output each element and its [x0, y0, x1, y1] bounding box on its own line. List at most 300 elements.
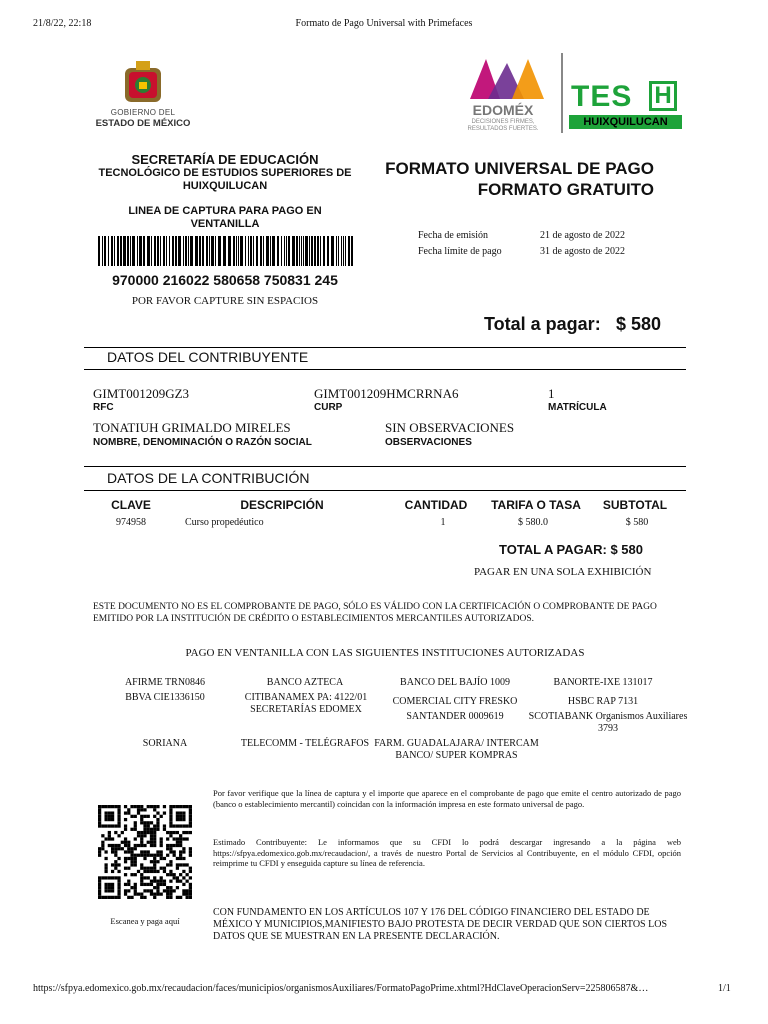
qr-module [166, 863, 169, 866]
qr-module [124, 844, 127, 847]
qr-module [156, 821, 159, 824]
qr-module [130, 815, 133, 818]
qr-module [147, 850, 150, 853]
qr-finder-module [169, 805, 172, 808]
qr-module [160, 893, 163, 896]
qr-finder-module [98, 811, 101, 814]
barcode-bar [320, 236, 321, 266]
qr-module [163, 811, 166, 814]
qr-module [156, 805, 159, 808]
barcode-bar [123, 236, 126, 266]
observaciones-label: OBSERVACIONES [385, 437, 472, 448]
qr-module [114, 867, 117, 870]
qr-finder-module [179, 805, 182, 808]
qr-module [150, 860, 153, 863]
barcode-bar [166, 236, 167, 266]
qr-module [140, 880, 143, 883]
huixquilucan-label: HUIXQUILUCAN [569, 115, 682, 129]
qr-module [147, 883, 150, 886]
qr-module [186, 831, 189, 834]
barcode-bar [351, 236, 353, 266]
barcode-bar [169, 236, 170, 266]
qr-module [153, 870, 156, 873]
qr-module [153, 824, 156, 827]
barcode-bar [266, 236, 269, 266]
qr-finder-module [182, 815, 185, 818]
qr-finder-module [111, 818, 114, 821]
barcode-bar [215, 236, 216, 266]
qr-finder-module [189, 808, 192, 811]
qr-module [104, 863, 107, 866]
qr-module [147, 876, 150, 879]
barcode-bar [209, 236, 210, 266]
qr-module [147, 867, 150, 870]
fecha-emision-value: 21 de agosto de 2022 [540, 230, 625, 241]
qr-finder-module [169, 811, 172, 814]
row-subtotal: $ 580 [625, 517, 649, 528]
qr-module [169, 860, 172, 863]
barcode-bar [117, 236, 119, 266]
barcode-bar [199, 236, 201, 266]
qr-module [189, 870, 192, 873]
qr-module [163, 883, 166, 886]
edomex-mark-icon [466, 57, 548, 101]
qr-finder-module [117, 889, 120, 892]
row-cantidad: 1 [440, 517, 446, 528]
qr-module [179, 857, 182, 860]
qr-finder-module [182, 824, 185, 827]
qr-module [140, 821, 143, 824]
qr-module [140, 808, 143, 811]
qr-module [140, 883, 143, 886]
barcode-bar [288, 236, 290, 266]
barcode-bar [303, 236, 304, 266]
qr-module [127, 896, 130, 899]
bank-telecomm: TELECOMM - TELÉGRAFOS [240, 738, 370, 749]
barcode-bar [323, 236, 325, 266]
qr-module [160, 841, 163, 844]
barcode-bar [202, 236, 204, 266]
barcode-bar [218, 236, 221, 266]
qr-module [186, 873, 189, 876]
qr-module [173, 850, 176, 853]
gobierno-line2: ESTADO DE MÉXICO [95, 118, 191, 129]
qr-module [163, 880, 166, 883]
barcode-bar [104, 236, 106, 266]
gobierno-logo [88, 58, 198, 133]
qr-module [176, 867, 179, 870]
qr-finder-module [189, 818, 192, 821]
qr-module [111, 847, 114, 850]
qr-module [101, 841, 104, 844]
qr-module [163, 824, 166, 827]
barcode-bar [147, 236, 150, 266]
qr-finder-module [117, 815, 120, 818]
qr-module [189, 876, 192, 879]
reference-number: 970000 216022 580658 750831 245 [112, 272, 338, 288]
qr-finder-module [111, 876, 114, 879]
qr-module [179, 873, 182, 876]
qr-module [150, 828, 153, 831]
total-a-pagar: TOTAL A PAGAR: $ 580 [499, 542, 643, 557]
qr-finder-module [117, 811, 120, 814]
qr-module [186, 837, 189, 840]
qr-module [111, 844, 114, 847]
qr-module [179, 854, 182, 857]
qr-finder-module [104, 805, 107, 808]
barcode-bar [248, 236, 249, 266]
qr-finder-module [117, 886, 120, 889]
qr-module [140, 896, 143, 899]
qr-module [160, 857, 163, 860]
bank-bajio: BANCO DEL BAJÍO 1009 [400, 677, 510, 688]
print-footer-url: https://sfpya.edomexico.gob.mx/recaudacion/faces/municipios/organismosAuxiliares/FormatoPagoPrime.xhtml?HdClaveOperacionServ=225806587&… [33, 983, 649, 994]
qr-module [150, 889, 153, 892]
qr-module [140, 815, 143, 818]
section-contribuyente: DATOS DEL CONTRIBUYENTE [107, 349, 309, 365]
qr-finder-module [186, 805, 189, 808]
qr-module [189, 867, 192, 870]
qr-module [189, 831, 192, 834]
qr-module [134, 893, 137, 896]
barcode-bar [188, 236, 189, 266]
col-cantidad: CANTIDAD [404, 498, 468, 512]
bank-farm-guadalajara: FARM. GUADALAJARA/ INTERCAM BANCO/ SUPER KOMPRAS [374, 738, 539, 761]
qr-module [143, 834, 146, 837]
qr-finder-module [104, 876, 107, 879]
qr-module [173, 837, 176, 840]
qr-module [186, 880, 189, 883]
rule-contribuyente-top [84, 347, 686, 348]
qr-module [140, 876, 143, 879]
qr-finder-module [114, 896, 117, 899]
qr-module [176, 876, 179, 879]
qr-module [147, 821, 150, 824]
rule-contribucion-top [84, 466, 686, 467]
qr-finder-module [114, 824, 117, 827]
qr-module [150, 837, 153, 840]
qr-finder-module [182, 818, 185, 821]
qr-module [130, 850, 133, 853]
barcode-bar [345, 236, 346, 266]
qr-module [130, 886, 133, 889]
qr-module [169, 844, 172, 847]
qr-module [173, 831, 176, 834]
print-page-number: 1/1 [718, 983, 731, 994]
qr-finder-module [117, 876, 120, 879]
nombre-label: NOMBRE, DENOMINACIÓN O RAZÓN SOCIAL [93, 437, 312, 448]
qr-finder-module [117, 883, 120, 886]
qr-finder-module [111, 805, 114, 808]
qr-module [179, 844, 182, 847]
qr-module [111, 863, 114, 866]
edomex-logo [462, 57, 552, 137]
qr-finder-module [98, 821, 101, 824]
qr-finder-module [169, 821, 172, 824]
qr-module [114, 854, 117, 857]
barcode-bar [163, 236, 165, 266]
qr-finder-module [176, 805, 179, 808]
barcode-bar [233, 236, 235, 266]
barcode-bar [317, 236, 319, 266]
qr-module [130, 854, 133, 857]
qr-finder-module [169, 815, 172, 818]
barcode-bar [277, 236, 279, 266]
qr-module [143, 857, 146, 860]
qr-module [179, 850, 182, 853]
barcode-bar [309, 236, 310, 266]
bank-citibanamex: CITIBANAMEX PA: 4122/01 SECRETARÍAS EDOMEX [244, 692, 368, 715]
barcode-bar [223, 236, 226, 266]
qr-finder-module [111, 824, 114, 827]
qr-module [153, 828, 156, 831]
qr-module [137, 870, 140, 873]
qr-finder-module [189, 821, 192, 824]
qr-module [143, 850, 146, 853]
qr-module [108, 834, 111, 837]
qr-module [153, 880, 156, 883]
qr-module [163, 828, 166, 831]
qr-finder-module [176, 815, 179, 818]
qr-module [143, 824, 146, 827]
qr-finder-module [111, 815, 114, 818]
barcode-bar [228, 236, 231, 266]
qr-caption: Escanea y paga aquí [110, 916, 180, 926]
qr-finder-module [104, 815, 107, 818]
rule-contribucion-bottom [84, 490, 686, 491]
qr-module [150, 854, 153, 857]
qr-module [189, 847, 192, 850]
qr-module [160, 850, 163, 853]
qr-module [179, 880, 182, 883]
qr-module [147, 870, 150, 873]
qr-module [160, 837, 163, 840]
barcode-bar [143, 236, 145, 266]
qr-module [124, 841, 127, 844]
qr-module [130, 896, 133, 899]
qr-module [143, 821, 146, 824]
qr-module [117, 863, 120, 866]
qr-module [137, 893, 140, 896]
qr-module [98, 850, 101, 853]
note-cfdi: Estimado Contribuyente: Le informamos que su CFDI lo podrá descargar ingresando a la página web https://sfpya.edomexico.gob.mx/recaudacion/, a través de nuestro Portal de Servicios al Contribuyente, en el módulo CFDI, opción reimprime tu CFDI y enseguida capture su línea de referencia. [213, 837, 681, 868]
qr-module [153, 841, 156, 844]
qr-module [182, 893, 185, 896]
qr-finder-module [117, 824, 120, 827]
barcode-bar [292, 236, 295, 266]
qr-module [140, 837, 143, 840]
qr-module [143, 867, 146, 870]
qr-module [176, 863, 179, 866]
qr-module [124, 837, 127, 840]
qr-module [140, 831, 143, 834]
qr-module [140, 805, 143, 808]
qr-finder-module [101, 824, 104, 827]
qr-module [134, 821, 137, 824]
qr-module [163, 889, 166, 892]
qr-module [134, 828, 137, 831]
qr-module [179, 863, 182, 866]
qr-module [104, 850, 107, 853]
qr-finder-module [108, 886, 111, 889]
qr-finder-module [104, 889, 107, 892]
pago-exhibicion: PAGAR EN UNA SOLA EXHIBICIÓN [474, 566, 652, 578]
qr-module [176, 857, 179, 860]
qr-module [189, 883, 192, 886]
qr-module [182, 831, 185, 834]
qr-module [166, 844, 169, 847]
qr-module [114, 863, 117, 866]
qr-module [143, 854, 146, 857]
qr-module [160, 867, 163, 870]
qr-module [160, 844, 163, 847]
qr-module [163, 805, 166, 808]
qr-module [143, 870, 146, 873]
barcode-bar [343, 236, 344, 266]
qr-module [124, 818, 127, 821]
qr-module [153, 805, 156, 808]
qr-finder-module [173, 824, 176, 827]
qr-module [134, 854, 137, 857]
qr-finder-module [104, 896, 107, 899]
qr-module [130, 828, 133, 831]
qr-module [160, 854, 163, 857]
barcode-bar [314, 236, 316, 266]
qr-module [124, 873, 127, 876]
qr-module [104, 837, 107, 840]
qr-module [143, 828, 146, 831]
qr-finder-module [108, 805, 111, 808]
edomex-slogan2: RESULTADOS FUERTES. [467, 126, 539, 132]
qr-module [163, 870, 166, 873]
bank-banorte: BANORTE-IXE 131017 [553, 677, 653, 688]
qr-module [98, 847, 101, 850]
qr-finder-module [98, 886, 101, 889]
barcode-bar [139, 236, 142, 266]
print-page-title: Formato de Pago Universal with Primefaces [295, 18, 473, 29]
qr-module [147, 824, 150, 827]
qr-module [189, 896, 192, 899]
qr-module [134, 873, 137, 876]
qr-module [156, 811, 159, 814]
qr-module [143, 896, 146, 899]
qr-module [160, 883, 163, 886]
qr-finder-module [108, 896, 111, 899]
qr-module [153, 834, 156, 837]
qr-module [130, 863, 133, 866]
tesh-logo [569, 80, 684, 130]
barcode-bar [160, 236, 161, 266]
curp-value: GIMT001209HMCRRNA6 [314, 386, 459, 401]
qr-module [153, 808, 156, 811]
qr-finder-module [176, 818, 179, 821]
barcode-bar [286, 236, 287, 266]
qr-finder-module [117, 808, 120, 811]
qr-finder-module [98, 880, 101, 883]
qr-finder-module [117, 805, 120, 808]
qr-finder-module [104, 818, 107, 821]
qr-module [186, 889, 189, 892]
bank-azteca: BANCO AZTECA [266, 677, 344, 688]
qr-finder-module [111, 883, 114, 886]
barcode-bar [263, 236, 264, 266]
qr-module [153, 837, 156, 840]
qr-module [179, 841, 182, 844]
qr-module [130, 873, 133, 876]
nombre-value: TONATIUH GRIMALDO MIRELES [93, 420, 291, 435]
qr-module [117, 847, 120, 850]
qr-finder-module [173, 805, 176, 808]
qr-finder-module [179, 815, 182, 818]
qr-module [176, 896, 179, 899]
qr-finder-module [104, 883, 107, 886]
qr-module [156, 854, 159, 857]
qr-module [134, 883, 137, 886]
qr-module [127, 808, 130, 811]
qr-module [127, 889, 130, 892]
qr-module [156, 886, 159, 889]
qr-module [153, 867, 156, 870]
barcode-bar [299, 236, 300, 266]
qr-module [189, 889, 192, 892]
qr-module [121, 841, 124, 844]
barcode-bar [183, 236, 184, 266]
barcode-bar [157, 236, 159, 266]
barcode [98, 236, 354, 266]
qr-module [176, 886, 179, 889]
barcode-bar [111, 236, 113, 266]
barcode-bar [253, 236, 254, 266]
qr-module [156, 860, 159, 863]
qr-module [127, 811, 130, 814]
bank-city-fresko: COMERCIAL CITY FRESKO [392, 696, 518, 707]
barcode-bar [151, 236, 152, 266]
tecnologico-title: TECNOLÓGICO DE ESTUDIOS SUPERIORES DE HUIXQUILUCAN [98, 167, 352, 192]
qr-module [127, 857, 130, 860]
qr-module [166, 889, 169, 892]
qr-module [163, 867, 166, 870]
qr-finder-module [98, 824, 101, 827]
qr-module [140, 893, 143, 896]
qr-module [143, 844, 146, 847]
bank-bbva: BBVA CIE1336150 [125, 692, 205, 703]
qr-module [153, 857, 156, 860]
qr-module [182, 837, 185, 840]
barcode-bar [245, 236, 246, 266]
qr-module [150, 805, 153, 808]
qr-finder-module [114, 876, 117, 879]
qr-module [108, 844, 111, 847]
qr-finder-module [108, 818, 111, 821]
qr-module [166, 837, 169, 840]
qr-module [117, 870, 120, 873]
qr-finder-module [179, 811, 182, 814]
qr-module [140, 867, 143, 870]
qr-module [169, 847, 172, 850]
qr-module [166, 854, 169, 857]
total-pagar-value: $ 580 [616, 314, 662, 334]
qr-module [153, 863, 156, 866]
secretaria-title: SECRETARÍA DE EDUCACIÓN [131, 152, 319, 167]
qr-module [150, 831, 153, 834]
curp-label: CURP [314, 402, 343, 413]
qr-finder-module [179, 824, 182, 827]
qr-module [166, 873, 169, 876]
qr-finder-module [98, 808, 101, 811]
qr-finder-module [117, 821, 120, 824]
qr-module [166, 831, 169, 834]
formato-title: FORMATO UNIVERSAL DE PAGO [385, 159, 654, 178]
